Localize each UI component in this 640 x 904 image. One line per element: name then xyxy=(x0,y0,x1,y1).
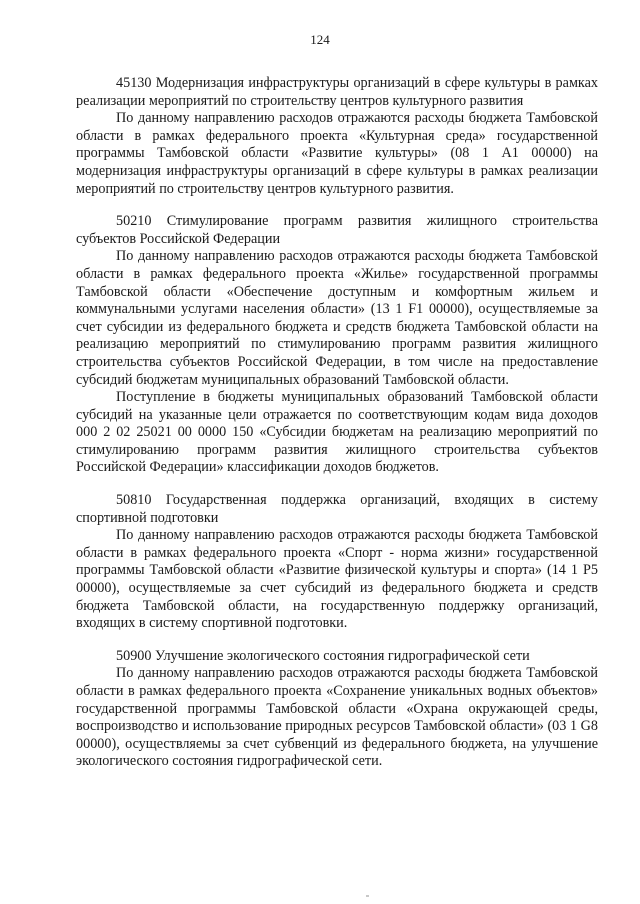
section-paragraph: По данному направлению расходов отражаются расходы бюджета Тамбовской области в рамках федерального проекта «Спорт - норма жизни» государственной программы Тамбовской области «Развитие физической культуры и спорта» (14 1 P5 00000), осуществляемые за счет субсидий из федерального бюджета и средств бюджета Тамбовской области, на государственную поддержку организаций, входящих в систему спортивной подготовки. xyxy=(76,527,598,632)
section-50810 xyxy=(76,492,598,633)
section-heading: 50810 Государственная поддержка организаций, входящих в систему спортивной подготовки xyxy=(76,492,598,526)
page-number: 124 xyxy=(310,32,330,47)
section-50210 xyxy=(76,213,598,477)
section-paragraph: По данному направлению расходов отражаются расходы бюджета Тамбовской области в рамках федерального проекта «Сохранение уникальных водных объектов» государственной программы Тамбовской области «Охрана окружающей среды, воспроизводство и использование природных ресурсов Тамбовской области» (03 1 G8 00000), осуществляемы за счет субвенций из федерального бюджета, на улучшение экологического состояния гидрографической сети. xyxy=(76,665,598,770)
section-paragraph: Поступление в бюджеты муниципальных образований Тамбовской области субсидий на указанные цели отражается по соответствующим кодам вида доходов 000 2 02 25021 00 0000 150 «Субсидии бюджетам на реализацию мероприятий по стимулированию программ развития жилищного строительства субъектов Российской Федерации» классификации доходов бюджетов. xyxy=(76,389,598,476)
section-paragraph: По данному направлению расходов отражаются расходы бюджета Тамбовской области в рамках федерального проекта «Культурная среда» государственной программы Тамбовской области «Развитие культуры» (08 1 А1 00000) на модернизация инфраструктуры организаций в сфере культуры в рамках реализации мероприятий по строительству центров культурного развития. xyxy=(76,110,598,197)
section-50900 xyxy=(76,648,598,771)
section-heading: 45130 Модернизация инфраструктуры организаций в сфере культуры в рамках реализации мероприятий по строительству центров культурного развития xyxy=(76,75,598,109)
section-paragraph: По данному направлению расходов отражаются расходы бюджета Тамбовской области в рамках федерального проекта «Жилье» государственной программы Тамбовской области «Обеспечение доступным и комфортным жильем и коммунальными услугами населения области» (13 1 F1 00000), осуществляемые за счет субсидии из федерального бюджета и средств бюджета Тамбовской области на реализацию мероприятий по стимулированию программ развития жилищного строительства субъектов Российской Федерации, в том числе на предоставление субсидий бюджетам муниципальных образований Тамбовской области. xyxy=(76,248,598,388)
section-heading: 50210 Стимулирование программ развития жилищного строительства субъектов Российской Федерации xyxy=(76,213,598,247)
document-body xyxy=(76,75,598,771)
scan-speck xyxy=(366,895,369,897)
section-45130 xyxy=(76,75,598,198)
section-heading: 50900 Улучшение экологического состояния гидрографической сети xyxy=(116,647,530,664)
